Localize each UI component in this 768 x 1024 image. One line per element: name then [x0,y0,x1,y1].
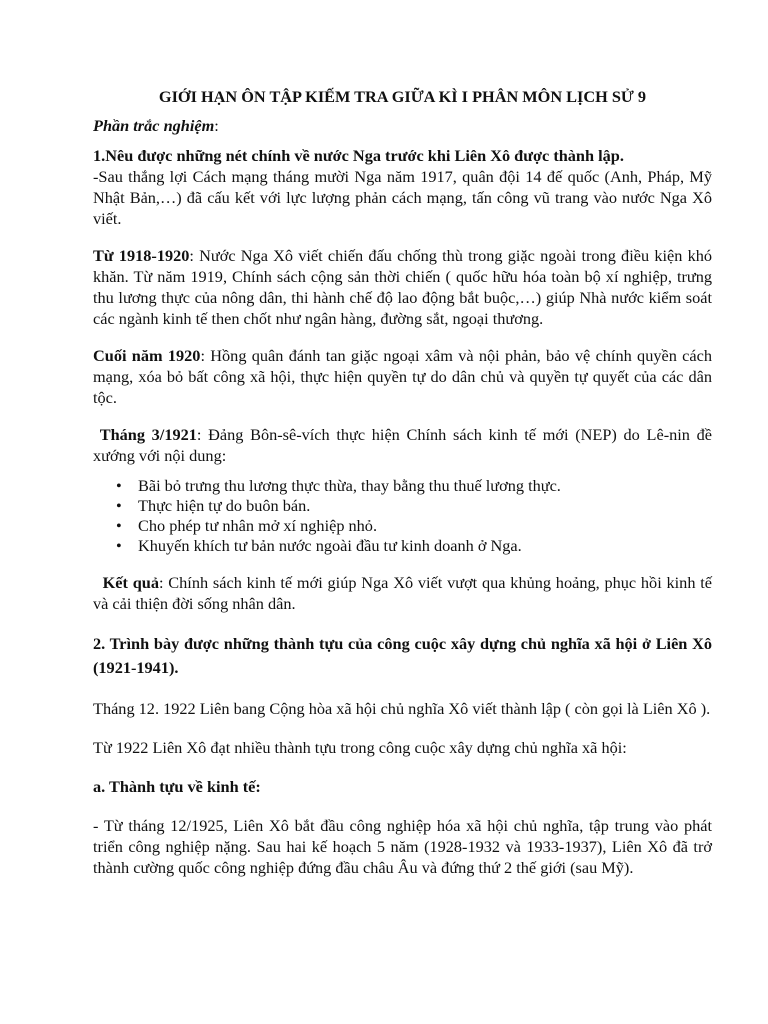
list-item [116,476,712,496]
spacer [93,329,712,345]
spacer [93,797,712,815]
q1-end-1920-label: Cuối năm 1920 [93,346,201,365]
bullet-icon: • [116,476,122,495]
q1-march-1921-paragraph [93,424,712,466]
nep-bullet-list [93,476,712,556]
q1-march-1921-text: : Đảng Bôn-sê-vích thực hiện Chính sách kinh tế mới (NEP) do Lê-nin đề xướng với nội dung: [93,425,712,465]
list-item-text: Thực hiện tự do buôn bán. [138,496,311,515]
q1-intro-paragraph: -Sau thắng lợi Cách mạng tháng mười Nga năm 1917, quân đội 14 đế quốc (Anh, Pháp, Mỹ Nhật Bản,…) đã cấu kết với lực lượng phản cách mạng, tấn công vũ trang vào nước Nga Xô viết. [93,167,712,228]
subtitle-colon: : [214,116,219,135]
q1-end-1920-paragraph [93,345,712,408]
subtitle-text: Phần trắc nghiệm [93,116,215,135]
q1-result-paragraph [93,572,712,614]
q2-ussr-founding-paragraph: Tháng 12. 1922 Liên bang Cộng hòa xã hội chủ nghĩa Xô viết thành lập ( còn gọi là Liên Xô ). [93,699,711,718]
q1-march-1921-label: Tháng 3/1921 [99,425,197,444]
spacer [93,556,712,572]
section-subtitle [93,115,712,136]
document-title: GIỚI HẠN ÔN TẬP KIẾM TRA GIỮA KÌ I PHÂN MÔN LỊCH SỬ 9 [158,87,647,106]
bullet-icon: • [116,536,122,555]
q2-achievements-intro: Từ 1922 Liên Xô đạt nhiều thành tựu trong công cuộc xây dựng chủ nghĩa xã hội: [93,738,627,757]
list-item [116,536,712,556]
question-1-heading: 1.Nêu được những nét chính về nước Nga trước khi Liên Xô được thành lập. [93,146,624,165]
question-2-heading: 2. Trình bày được những thành tựu của công cuộc xây dựng chủ nghĩa xã hội ở Liên Xô (1921-1941). [93,634,712,677]
bullet-icon: • [116,496,122,515]
q2-economic-subheading: a. Thành tựu về kinh tế: [93,777,261,796]
q1-period-1918-text: : Nước Nga Xô viết chiến đấu chống thù trong giặc ngoài trong điều kiện khó khăn. Từ năm 1919, Chính sách cộng sản thời chiến ( quốc hữu hóa toàn bộ xí nghiệp, trưng thu lương thực của nông dân, thi hành chế độ lao động bắt buộc,…) giúp Nhà nước kiểm soát các ngành kinh tế then chốt như ngân hàng, đường sắt, ngoại thương. [93,246,712,328]
q1-period-1918-paragraph [93,245,712,329]
spacer [93,719,712,737]
q1-end-1920-text: : Hồng quân đánh tan giặc ngoại xâm và nội phản, bảo vệ chính quyền cách mạng, xóa bỏ bất công xã hội, thực hiện quyền tự do dân chủ và quyền tự quyết của các dân tộc. [93,346,712,407]
bullet-icon: • [116,516,122,535]
list-item-text: Khuyến khích tư bản nước ngoài đầu tư kinh doanh ở Nga. [138,536,522,555]
spacer [93,614,712,632]
list-item [116,516,712,536]
list-item-text: Bãi bỏ trưng thu lương thực thừa, thay bằng thu thuế lương thực. [138,476,561,495]
spacer [93,229,712,245]
list-item [116,496,712,516]
spacer [93,680,712,698]
q2-industrialization-paragraph: - Từ tháng 12/1925, Liên Xô bắt đầu công nghiệp hóa xã hội chủ nghĩa, tập trung vào phát triển công nghiệp nặng. Sau hai kế hoạch 5 năm (1928-1932 và 1933-1937), Liên Xô đã trở thành cường quốc công nghiệp đứng đầu châu Âu và đứng thứ 2 thế giới (sau Mỹ). [93,816,712,877]
q1-result-label: Kết quả [102,573,159,592]
q1-period-1918-label: Từ 1918-1920 [93,246,190,265]
spacer [93,758,712,776]
q1-result-text: : Chính sách kinh tế mới giúp Nga Xô viết vượt qua khủng hoảng, phục hồi kinh tế và cải thiện đời sống nhân dân. [93,573,713,613]
spacer [93,408,712,424]
list-item-text: Cho phép tư nhân mở xí nghiệp nhỏ. [138,516,378,535]
